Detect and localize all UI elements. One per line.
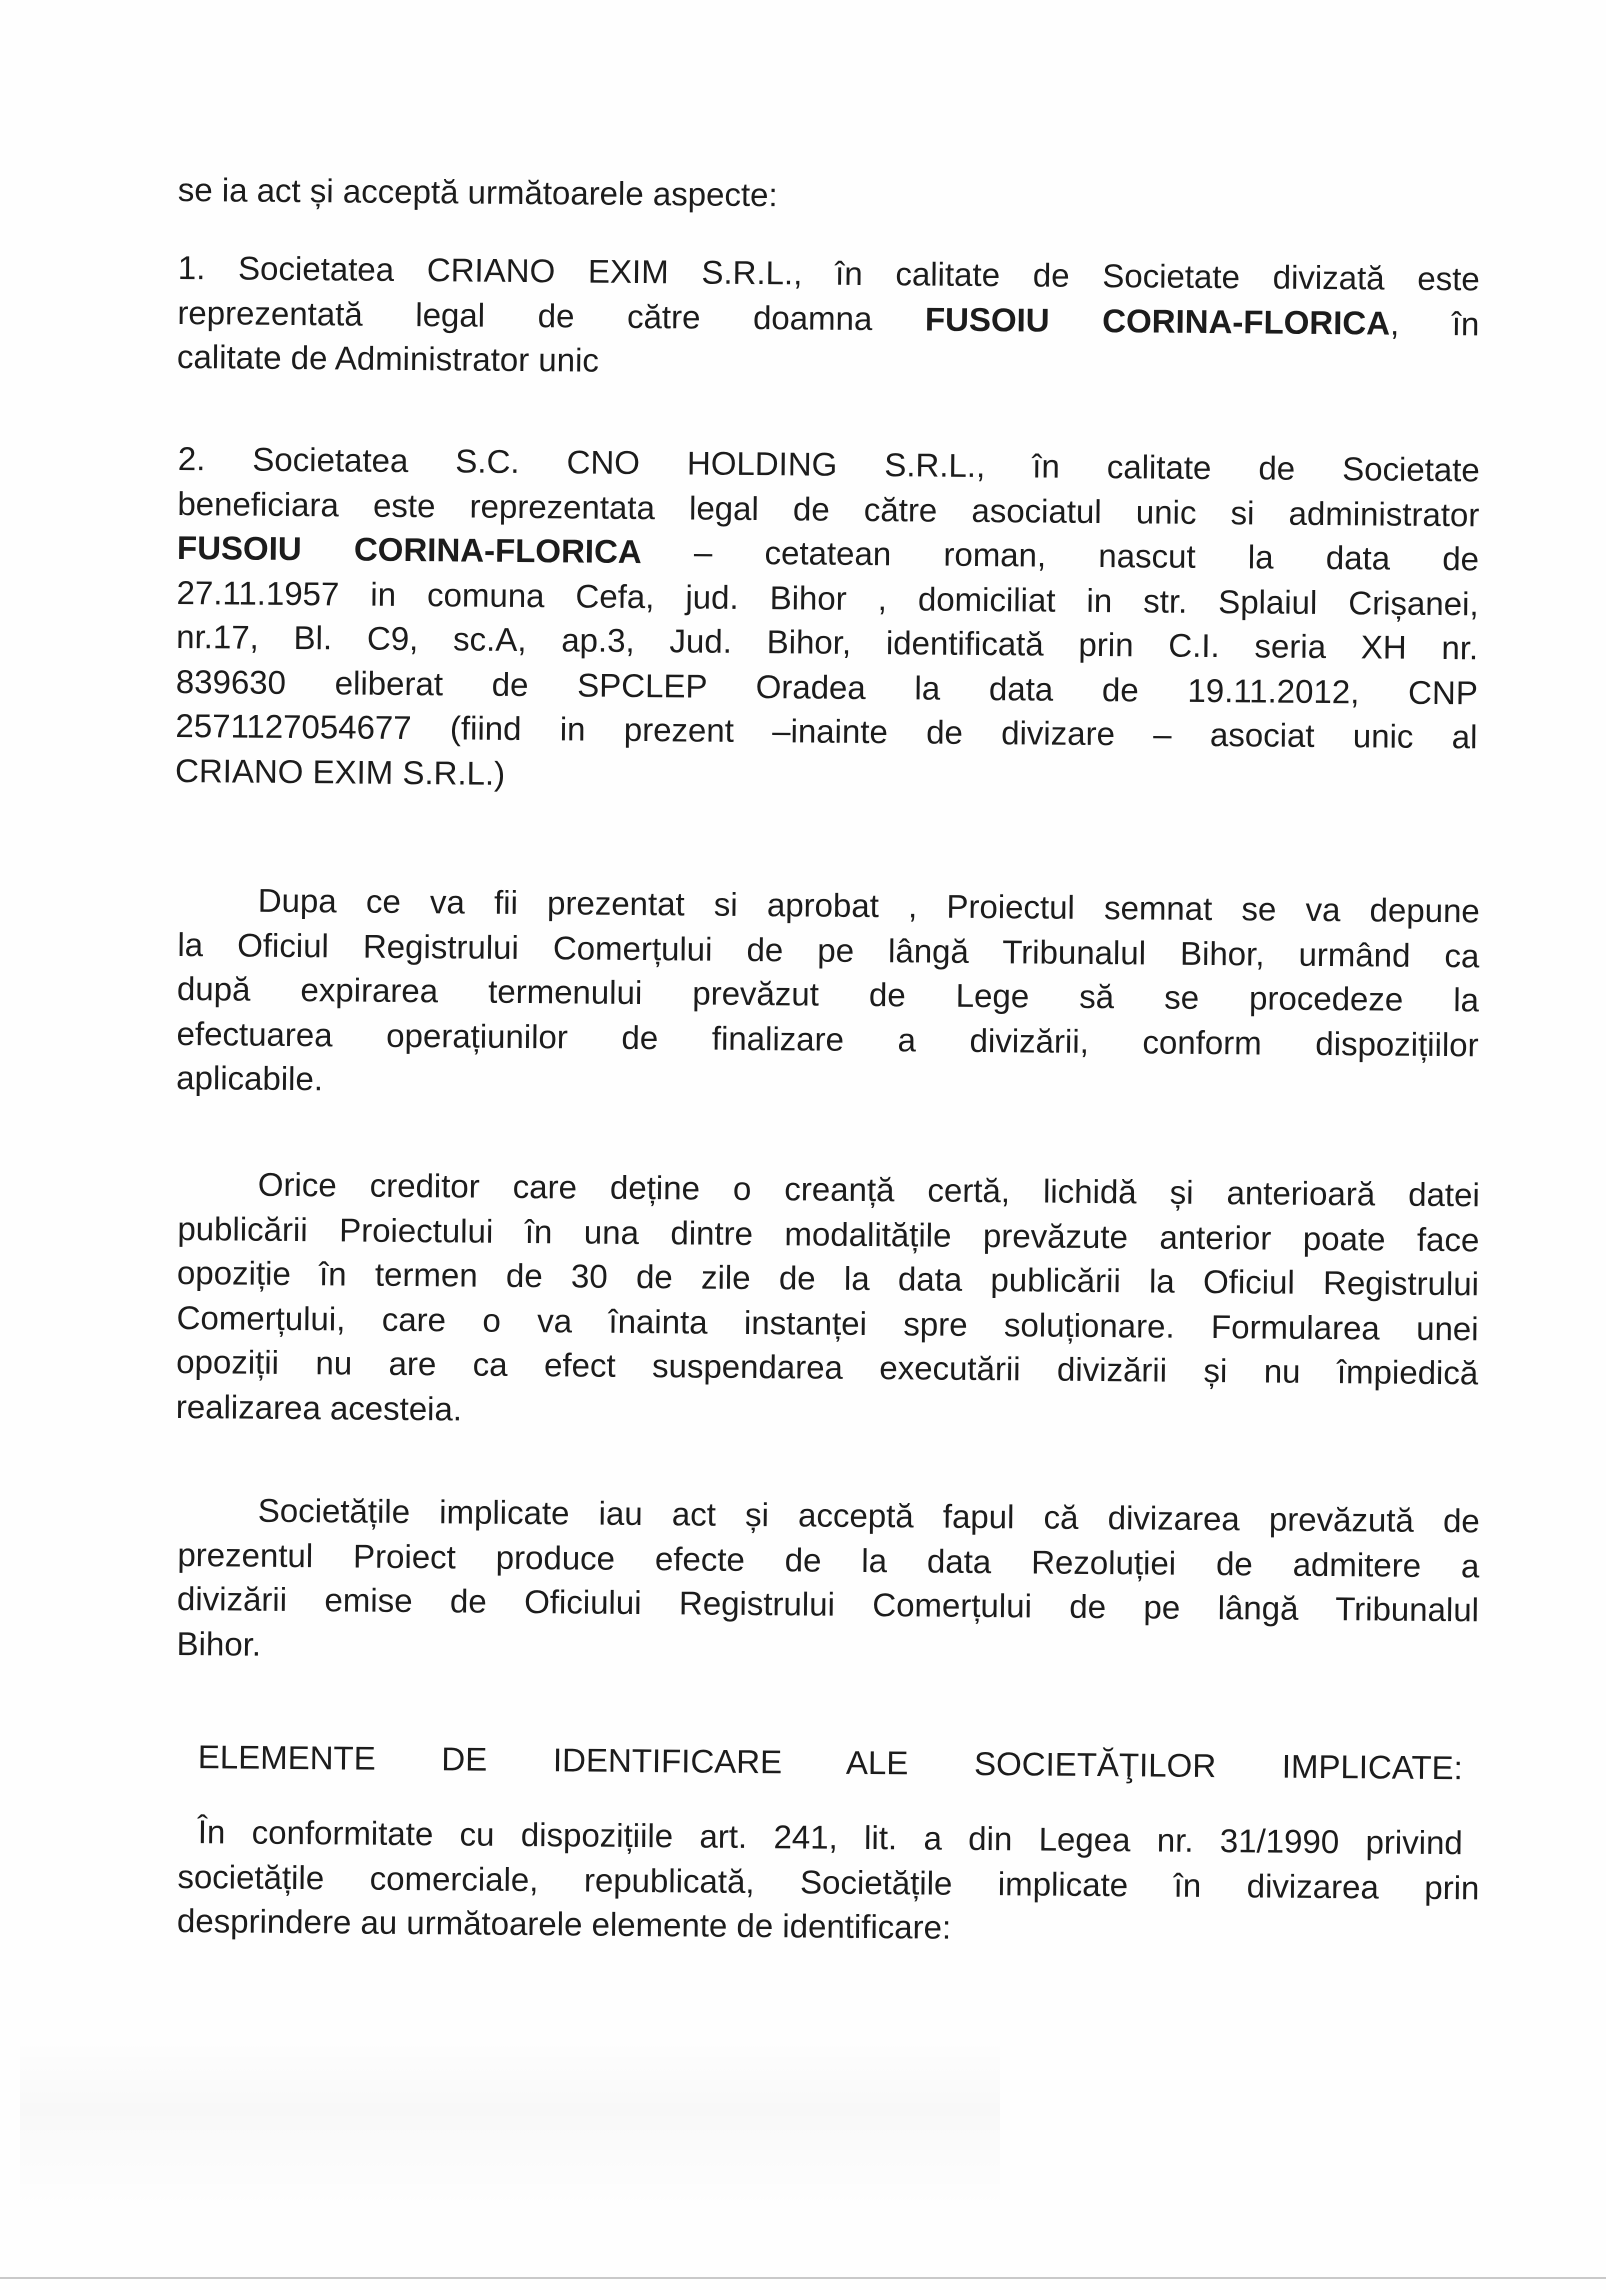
item-2-line-1: 2. Societatea S.C. CNO HOLDING S.R.L., în calitate de Societate	[177, 439, 1480, 489]
intro-text: se ia act și acceptă următoarele aspecte:	[177, 170, 778, 214]
section-heading	[178, 1735, 1480, 1791]
item-2-line-2: beneficiara este reprezentata legal de către asociatul unic si administrator	[177, 484, 1480, 533]
item-2-line-5: nr.17, Bl. C9, sc.A, ap.3, Jud. Bihor, identificată prin C.I. seria XH nr.	[176, 618, 1479, 667]
para-1-line-1: Dupa ce va fii prezentat si aprobat , Proiectul semnat se va depune	[257, 881, 1480, 930]
paragraph-4	[177, 1810, 1480, 1955]
para-2-line-6: realizarea acesteia.	[175, 1387, 463, 1428]
para-2-line-1: Orice creditor care deține o creanță certă, lichidă și anterioară datei	[257, 1165, 1480, 1214]
para-1-line-3: după expirarea termenului prevăzut de Lege să se procedeze la	[176, 970, 1480, 1019]
para-2-line-5: opoziții nu are ca efect suspendarea executării divizării și nu împiedică	[176, 1343, 1479, 1392]
paragraph-2	[176, 1162, 1480, 1441]
scan-shadow	[20, 2040, 1000, 2210]
bottom-rule	[0, 2277, 1606, 2279]
paragraph-1	[176, 878, 1480, 1112]
item-1-bold-name: FUSOIU CORINA-FLORICA	[924, 300, 1391, 342]
para-3-line-2: prezentul Proiect produce efecte de la data Rezoluției de admitere a	[177, 1535, 1480, 1584]
para-3-line-4: Bihor.	[176, 1624, 262, 1663]
para-2-line-4: Comerțului, care o va înainta instanței spre soluționare. Formularea unei	[176, 1298, 1479, 1347]
item-2-line-7: 2571127054677 (fiind in prezent –inainte de divizare – asociat unic al	[175, 707, 1478, 756]
section-heading-text: ELEMENTE DE IDENTIFICARE ALE SOCIETĂŢILOR IMPLICATE:	[197, 1738, 1463, 1787]
item-1-line-3: calitate de Administrator unic	[176, 338, 600, 379]
para-3-line-1: Societățile implicate iau act și acceptă fapul că divizarea prevăzută de	[257, 1491, 1480, 1540]
item-2-line-4: 27.11.1957 in comuna Cefa, jud. Bihor , domiciliat in str. Splaiul Crișanei,	[176, 573, 1479, 622]
item-2-line-6: 839630 eliberat de SPCLEP Oradea la data de 19.11.2012, CNP	[175, 662, 1478, 712]
para-1-line-4: efectuarea operațiunilor de finalizare a divizării, conform dispozițiilor	[176, 1014, 1479, 1063]
para-4-line-3: desprindere au următoarele elemente de identificare:	[176, 1902, 952, 1946]
para-1-line-2: la Oficiul Registrului Comerțului de pe lângă Tribunalul Bihor, urmând ca	[177, 925, 1480, 974]
para-4-line-2: societățile comerciale, republicată, Societățile implicate în divizarea prin	[177, 1857, 1480, 1906]
intro-line	[178, 168, 1480, 224]
para-3-line-3: divizării emise de Oficiului Registrului Comerțului de pe lângă Tribunalul	[176, 1580, 1480, 1629]
item-2-line-3-rest: – cetatean roman, nascut la data de	[641, 533, 1480, 578]
para-1-line-5: aplicabile.	[176, 1059, 324, 1098]
item-1	[177, 246, 1480, 391]
item-2-bold-name: FUSOIU CORINA-FLORICA	[176, 529, 642, 571]
paragraph-3	[176, 1488, 1480, 1678]
item-1-line-2-text: reprezentată legal de către doamna	[177, 293, 926, 338]
item-1-line-1: 1. Societatea CRIANO EXIM S.R.L., în calitate de Societate divizată este	[177, 248, 1480, 298]
item-1-after-name: , în	[1389, 304, 1480, 342]
para-2-line-2: publicării Proiectului în una dintre modalitățile prevăzute anterior poate face	[177, 1209, 1480, 1258]
item-2	[175, 437, 1480, 805]
item-2-line-8: CRIANO EXIM S.R.L.)	[174, 751, 506, 792]
para-2-line-3: opoziție în termen de 30 de zile de la data publicării la Oficiul Registrului	[176, 1254, 1480, 1303]
para-4-line-1: În conformitate cu dispozițiile art. 241, lit. a din Legea nr. 31/1990 privind	[197, 1813, 1463, 1862]
